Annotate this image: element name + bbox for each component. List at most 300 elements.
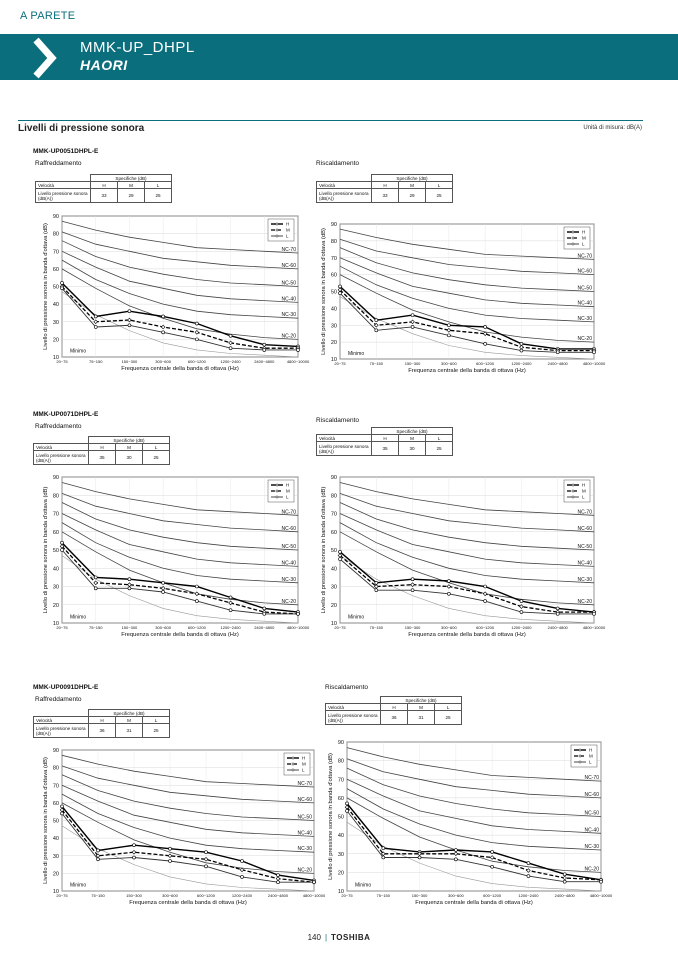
y-tick-label: 50 [52,818,59,825]
level-value: 25 [435,711,462,725]
nc-chart [318,475,606,638]
series-point-h [520,342,523,345]
level-label: Livello pressione sonora (dB(A)) [317,442,372,456]
brand-name: TOSHIBA [331,933,371,942]
series-point-l [94,587,97,590]
legend-label: L [286,233,289,239]
series-point-h [563,873,566,876]
speed-M: M [399,182,426,189]
level-value: 35 [372,442,399,456]
series-point-l [297,612,300,615]
nc-label: NC-30 [577,576,592,583]
x-tick-label: 20~75 [56,625,68,630]
legend-marker [292,769,294,771]
nc-label: NC-40 [281,296,296,303]
x-tick-label: 600~1200 [187,359,206,364]
nc-chart [318,222,606,374]
y-tick-label: 50 [52,284,59,291]
x-tick-label: 150~300 [404,625,421,630]
model-name: MMK-UP0051DHPL-E [33,148,99,155]
x-tick-label: 75~150 [376,893,391,898]
legend-label: H [286,482,290,488]
legend-label: L [582,494,585,500]
nc-label: NC-60 [297,796,312,803]
nc-label: NC-60 [281,525,296,532]
series-point-h [61,281,64,284]
nc-label: NC-20 [577,336,592,343]
y-tick-label: 60 [330,272,337,279]
minimum-label: Minimo [348,350,365,357]
nc-label: NC-50 [584,810,599,817]
series-point-h [527,862,530,865]
y-axis-title: Livello di pressione sonora in banda d'ottava (dB) [43,757,49,884]
level-value: 36 [89,724,116,738]
y-tick-label: 60 [52,800,59,807]
spec-table-cooling [33,709,170,738]
legend-marker [572,496,574,498]
series-point-h [339,550,342,553]
spec-title: Specifiche (dB) [89,710,170,717]
x-tick-label: 20~75 [334,361,346,366]
x-tick-label: 150~300 [121,625,138,630]
minimum-label: Minimo [70,882,87,889]
x-tick-label: 2400~4800 [267,893,289,898]
nc-label: NC-50 [577,544,592,550]
speed-L: L [143,717,170,724]
y-tick-label: 40 [337,833,344,840]
x-tick-label: 1200~2400 [511,361,532,366]
series-point-l [593,612,596,615]
speed-L: L [145,182,172,189]
nc-label: NC-30 [577,315,592,322]
level-value: 31 [116,724,143,738]
y-tick-label: 10 [330,357,337,363]
series-point-l [162,331,165,334]
series-point-l [241,875,244,878]
page-footer [0,933,678,942]
series-point-l [520,611,523,614]
series-point-l [195,338,198,341]
nc-label: NC-70 [281,509,296,516]
y-tick-label: 20 [52,602,59,609]
heating-mode-label: Riscaldamento [316,160,359,167]
series-point-h [454,849,457,852]
nc-chart [40,214,310,372]
nc-label: NC-40 [281,560,296,567]
x-tick-label: 4800~10000 [286,359,310,364]
x-tick-label: 300~600 [448,893,464,898]
y-tick-label: 50 [52,548,59,554]
level-label: Livello pressione sonora (dB(A)) [34,724,89,738]
legend-marker [292,763,294,765]
y-tick-label: 70 [337,777,344,784]
y-tick-label: 30 [52,853,59,860]
legend-marker [276,223,278,225]
series-point-h [205,851,208,854]
spec-title: Specifiche (dB) [89,437,170,444]
speed-label: Velocità [34,717,89,724]
x-tick-label: 600~1200 [197,893,215,898]
speed-M: M [116,717,143,724]
series-point-h [169,847,172,850]
spec-title: Specifiche (dB) [91,175,172,182]
y-tick-label: 60 [330,529,337,536]
speed-label: Velocità [326,704,381,711]
y-tick-label: 90 [52,748,59,754]
nc-label: NC-30 [584,844,599,851]
x-tick-label: 4800~10000 [302,893,326,898]
nc-label: NC-20 [297,867,312,874]
speed-H: H [381,704,408,711]
level-value: 31 [408,711,435,725]
legend-marker [579,755,581,757]
y-tick-label: 90 [330,475,337,481]
nc-label: NC-20 [281,333,296,340]
series-point-l [94,326,97,329]
series-point-l [339,558,342,561]
speed-M: M [118,182,145,189]
x-tick-label: 75~150 [88,359,103,364]
legend-label: H [582,482,586,488]
level-value: 25 [143,724,170,738]
speed-H: H [89,444,116,451]
speed-L: L [435,704,462,711]
series-point-h [339,285,342,288]
legend-marker [579,749,581,751]
y-tick-label: 30 [330,323,337,330]
y-axis-title: Livello di pressione sonora in banda d'ottava (dB) [43,223,49,350]
x-tick-label: 600~1200 [476,361,495,366]
nc-label: NC-30 [281,312,296,319]
series-point-l [169,860,172,863]
series-point-l [556,351,559,354]
x-tick-label: 1200~2400 [220,625,241,630]
x-tick-label: 2400~4800 [547,625,568,630]
x-tick-label: 20~75 [56,893,68,898]
y-tick-label: 90 [52,214,59,220]
legend-marker [276,229,278,231]
series-point-h [556,607,559,610]
y-tick-label: 30 [330,584,337,591]
series-point-l [447,592,450,595]
y-tick-label: 30 [337,851,344,858]
series-point-l [411,325,414,328]
series-point-h [263,343,266,346]
series-point-l [527,875,530,878]
series-point-l [382,856,385,859]
x-tick-label: 300~600 [155,625,171,630]
series-point-h [447,324,450,327]
nc-label: NC-70 [577,253,592,260]
y-axis-title: Livello di pressione sonora in banda d'ottava (dB) [43,486,49,614]
series-point-h [162,315,165,318]
legend-label: L [582,241,585,247]
legend-label: L [589,759,592,765]
series-point-h [61,541,64,544]
series-point-h [241,860,244,863]
level-value: 25 [143,451,170,465]
y-tick-label: 80 [337,758,344,765]
series-point-h [375,319,378,322]
series-point-l [97,858,100,861]
x-axis-title: Frequenza centrale della banda di ottava (Hz) [415,900,533,906]
nc-chart [40,748,326,906]
series-point-h [447,580,450,583]
legend-label: M [302,761,306,767]
series-point-l [229,609,232,612]
y-tick-label: 80 [52,493,59,500]
speed-M: M [116,444,143,451]
minimum-label: Minimo [348,614,365,621]
speed-L: L [143,444,170,451]
speed-H: H [91,182,118,189]
legend-marker [292,757,294,759]
series-point-h [346,802,349,805]
legend-label: M [582,235,586,241]
series-point-l [229,347,232,350]
x-tick-label: 20~75 [341,893,353,898]
nc-label: NC-40 [577,300,592,307]
heating-mode-label: Riscaldamento [316,417,359,424]
legend-marker [579,761,581,763]
nc-label: NC-50 [577,285,592,292]
y-tick-label: 70 [52,249,59,256]
x-tick-label: 150~300 [126,893,142,898]
legend-marker [572,243,574,245]
footer-separator: | [324,933,328,942]
series-point-l [411,589,414,592]
nc-chart [325,740,613,906]
series-point-l [375,329,378,332]
x-tick-label: 4800~10000 [582,625,606,630]
x-axis-title: Frequenza centrale della banda di ottava (Hz) [408,368,526,374]
nc-chart [40,475,310,638]
level-label: Livello pressione sonora (dB(A)) [326,711,381,725]
series-point-l [447,334,450,337]
y-tick-label: 80 [330,493,337,500]
x-tick-label: 4800~10000 [286,625,310,630]
nc-label: NC-70 [577,509,592,516]
nc-label: NC-30 [281,576,296,583]
nc-label: NC-20 [281,598,296,605]
y-axis-title: Livello di pressione sonora in banda d'ottava (dB) [321,228,327,355]
x-tick-label: 75~150 [91,893,105,898]
legend-label: L [302,767,305,773]
series-point-l [61,812,64,815]
level-value: 30 [116,451,143,465]
series-point-h [94,315,97,318]
series-point-h [520,600,523,603]
x-tick-label: 150~300 [404,361,421,366]
speed-label: Velocità [36,182,91,189]
series-point-l [454,858,457,861]
nc-label: NC-70 [297,781,312,788]
speed-M: M [408,704,435,711]
x-tick-label: 75~150 [369,361,384,366]
y-tick-label: 50 [337,814,344,821]
legend-label: M [286,227,290,233]
spec-title: Specifiche (dB) [372,175,453,182]
series-point-h [128,310,131,313]
series-point-l [128,324,131,327]
model-name: MMK-UP0091DHPL-E [33,684,99,691]
speed-H: H [372,435,399,442]
level-value: 29 [118,189,145,203]
level-label: Livello pressione sonora (dB(A)) [36,189,91,203]
spec-title: Specifiche (dB) [372,428,453,435]
series-point-h [484,325,487,328]
level-label: Livello pressione sonora (dB(A)) [34,451,89,465]
series-point-l [556,612,559,615]
y-tick-label: 60 [52,266,59,273]
y-tick-label: 80 [52,765,59,772]
cooling-mode-label: Raffreddamento [35,423,82,430]
speed-label: Velocità [34,444,89,451]
series-point-l [162,590,165,593]
speed-L: L [426,435,453,442]
series-point-h [133,844,136,847]
legend-marker [572,237,574,239]
legend-label: M [589,753,593,759]
series-point-l [263,612,266,615]
series-point-l [263,348,266,351]
y-tick-label: 40 [52,566,59,573]
y-tick-label: 20 [337,870,344,877]
y-axis-title: Livello di pressione sonora in banda d'ottava (dB) [328,753,334,880]
legend-marker [572,490,574,492]
series-point-h [484,585,487,588]
x-tick-label: 2400~4800 [254,625,275,630]
series-point-h [97,849,100,852]
legend-marker [276,235,278,237]
nc-label: NC-50 [281,280,296,287]
y-tick-label: 80 [52,231,59,238]
series-point-h [195,322,198,325]
spec-table-heating [316,174,453,203]
series-point-l [593,351,596,354]
x-tick-label: 300~600 [441,625,457,630]
nc-label: NC-50 [297,814,312,821]
level-value: 33 [372,189,399,203]
series-point-l [313,881,316,884]
spec-table-cooling [35,174,172,203]
chevron-right-icon [30,36,64,80]
minimum-label: Minimo [355,882,372,889]
page-number: 140 [307,933,321,942]
y-tick-label: 40 [52,836,59,843]
series-point-l [205,865,208,868]
x-tick-label: 20~75 [56,359,68,364]
level-value: 25 [426,442,453,456]
nc-label: NC-60 [281,262,296,269]
x-axis-title: Frequenza centrale della banda di ottava (Hz) [408,632,526,638]
section-label: A PARETE [20,10,76,22]
legend-marker [572,484,574,486]
banner-model-series: MMK-UP_DHPL [80,39,195,56]
y-tick-label: 90 [330,222,337,228]
nc-label: NC-30 [297,846,312,853]
legend-marker [276,490,278,492]
level-value: 35 [89,451,116,465]
y-tick-label: 10 [330,621,337,627]
y-tick-label: 70 [52,511,59,518]
legend-label: M [582,488,586,494]
minimum-label: Minimo [70,348,87,355]
level-value: 30 [399,442,426,456]
y-tick-label: 30 [52,319,59,326]
nc-label: NC-20 [584,866,599,873]
series-point-h [128,578,131,581]
x-tick-label: 150~300 [411,893,428,898]
nc-label: NC-70 [584,775,599,782]
legend-label: H [286,221,290,227]
series-point-l [195,600,198,603]
series-point-l [375,589,378,592]
nc-label: NC-40 [584,827,599,834]
x-tick-label: 75~150 [88,625,103,630]
level-label: Livello pressione sonora (dB(A)) [317,189,372,203]
series-point-l [339,292,342,295]
speed-H: H [89,717,116,724]
y-tick-label: 60 [337,795,344,802]
x-tick-label: 20~75 [334,625,346,630]
y-tick-label: 70 [52,783,59,790]
series-point-l [128,587,131,590]
spec-table-heating [325,696,462,725]
series-point-l [277,881,280,884]
legend-marker [276,496,278,498]
x-tick-label: 600~1200 [483,893,502,898]
y-tick-label: 20 [330,602,337,609]
legend-label: H [582,229,586,235]
cooling-mode-label: Raffreddamento [35,160,82,167]
y-tick-label: 40 [52,302,59,309]
legend-marker [572,231,574,233]
series-point-l [600,880,603,883]
model-name: MMK-UP0071DHPL-E [33,411,99,418]
y-axis-title: Livello di pressione sonora in banda d'ottava (dB) [321,486,327,614]
x-axis-title: Frequenza centrale della banda di ottava (Hz) [121,632,239,638]
series-point-l [418,856,421,859]
series-point-l [61,549,64,552]
series-point-h [61,805,64,808]
speed-L: L [426,182,453,189]
y-tick-label: 40 [330,566,337,573]
series-point-l [484,342,487,345]
section-rule [18,120,643,121]
x-axis-title: Frequenza centrale della banda di ottava (Hz) [129,900,247,906]
x-tick-label: 1200~2400 [231,893,253,898]
level-value: 36 [381,711,408,725]
level-value: 33 [91,189,118,203]
nc-label: NC-50 [281,544,296,550]
x-tick-label: 150~300 [121,359,138,364]
legend-label: L [286,494,289,500]
y-tick-label: 90 [337,740,344,746]
x-tick-label: 600~1200 [187,625,206,630]
series-point-h [162,581,165,584]
x-tick-label: 2400~4800 [254,359,275,364]
y-tick-label: 90 [52,475,59,481]
x-tick-label: 1200~2400 [518,893,539,898]
level-value: 25 [145,189,172,203]
series-point-l [297,348,300,351]
legend-label: H [302,755,306,761]
y-tick-label: 70 [330,511,337,518]
spec-table-cooling [33,436,170,465]
series-point-h [94,576,97,579]
x-axis-title: Frequenza centrale della banda di ottava (Hz) [121,366,239,372]
